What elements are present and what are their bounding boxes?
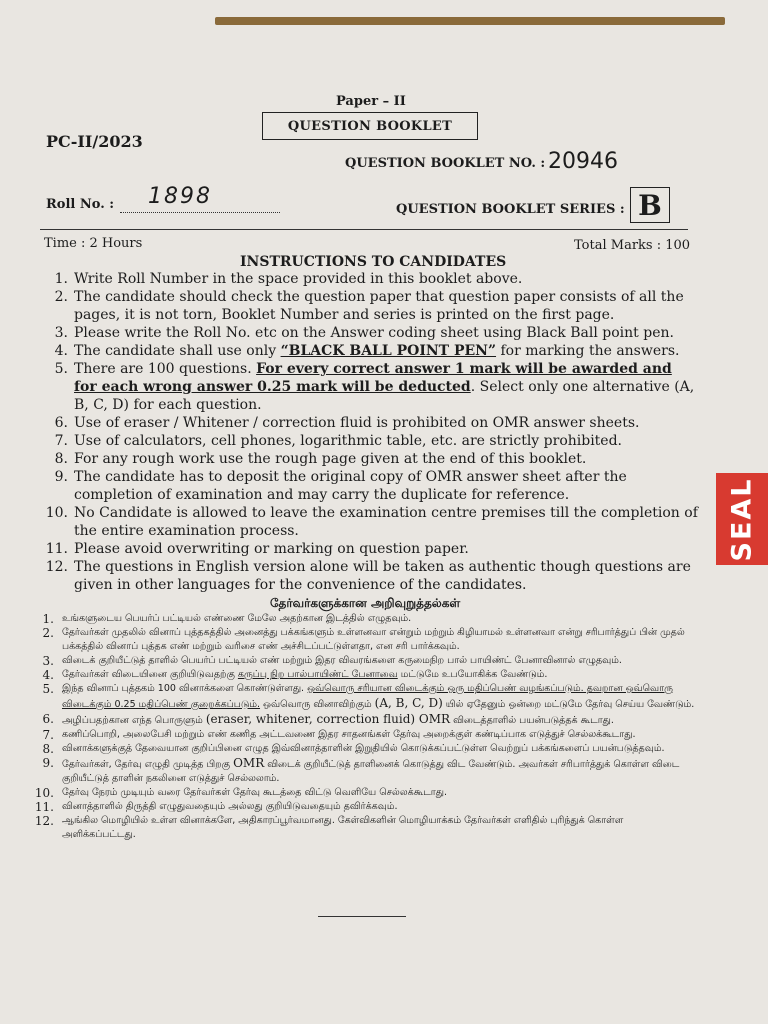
item-text-segment: OMR (233, 756, 265, 770)
item-text-segment: for marking the answers. (496, 343, 680, 359)
instructions-title: INSTRUCTIONS TO CANDIDATES (240, 254, 507, 270)
item-text (74, 468, 698, 504)
list-item (18, 342, 698, 360)
paper-label: Paper – II (336, 94, 406, 109)
item-text-segment: (eraser, whitener, correction fluid) OMR (205, 712, 451, 726)
roll-no-field[interactable] (120, 212, 280, 213)
item-number: 4. (54, 343, 68, 359)
item-text (62, 742, 700, 756)
item-text-segment: யில் ஏதேனும் ஒன்றை மட்டுமே தேர்வு செய்ய வேண்டும். (442, 699, 695, 710)
item-number: 8. (42, 742, 54, 756)
item-text (62, 654, 700, 668)
item-number: 10. (34, 786, 54, 800)
item-text-segment: விடைத்தாளில் பயன்படுத்தக் கூடாது. (450, 715, 614, 726)
item-number: 5. (42, 682, 54, 696)
item-text-segment: The questions in English version alone will be taken as authentic though questions are given in other languages for the convenience of the candidates. (74, 559, 691, 593)
list-item (18, 468, 698, 504)
item-text-segment: There are 100 questions. (74, 361, 257, 377)
item-text (62, 668, 700, 682)
list-item (20, 800, 700, 814)
item-text-segment: . Select only one alternative (A, B, C, D) for each question. (74, 379, 695, 413)
item-text (74, 432, 698, 450)
list-item (20, 682, 700, 712)
item-text (74, 558, 698, 594)
item-text-segment: கணிப்பொறி, அலைபேசி மற்றும் எண் கணித அட்டவணை இதர சாதனங்கள் தேர்வு அறைக்குள் கண்டிப்பாக எடுத்துச் செல்லக்கூடாது. (62, 729, 636, 740)
item-number: 12. (45, 559, 68, 575)
item-text (74, 504, 698, 540)
item-text-segment: அழிப்பதற்கான எந்த பொருளும் (62, 715, 206, 726)
item-text-segment: தேர்வர்கள் விடையினை குறியிடுவதற்கு (62, 669, 238, 680)
list-item (18, 450, 698, 468)
list-item (18, 324, 698, 342)
item-text-segment: வினாக்களுக்குத் தேவையான குறிப்பினை எழுத இவ்வினாத்தாளின் இறுதியில் கொடுக்கப்பட்டுள்ள வெற்றுப் பக்கங்களைப் பயன்படுத்தவும். (62, 743, 665, 754)
item-number: 9. (54, 469, 68, 485)
item-text-segment: உங்களுடைய பெயர்ப் பட்டியல் எண்ணை மேலே அதற்கான இடத்தில் எழுதவும். (62, 613, 412, 624)
list-item (18, 540, 698, 558)
item-text (74, 324, 698, 342)
tamil-instructions (20, 612, 700, 842)
item-text-segment: ஆங்கில மொழியில் உள்ள வினாக்களே, அதிகாரப்பூர்வமானது. கேள்விகளின் மொழியாக்கம் தேர்வர்கள் எளிதில் புரிந்துக் கொள்ள அளிக்கப்பட்டது. (62, 815, 624, 840)
item-text (62, 756, 700, 786)
list-item (18, 414, 698, 432)
item-number: 12. (34, 814, 54, 828)
item-text (74, 540, 698, 558)
item-number: 11. (45, 541, 68, 557)
item-text-segment: வினாத்தாளில் திருத்தி எழுதுவதையும் அல்லது குறியிடுவதையும் தவிர்க்கவும். (62, 801, 398, 812)
item-number: 6. (42, 712, 54, 726)
list-item (20, 654, 700, 668)
list-item (18, 432, 698, 450)
list-item (20, 612, 700, 626)
item-number: 2. (54, 289, 68, 305)
item-text (62, 612, 700, 626)
item-number: 11. (34, 800, 54, 814)
item-number: 1. (42, 612, 54, 626)
item-number: 3. (42, 654, 54, 668)
item-number: 6. (54, 415, 68, 431)
item-number: 9. (42, 756, 54, 770)
list-item (18, 558, 698, 594)
item-text (62, 814, 700, 842)
item-text-segment: ஒவ்வொரு சரியான விடைக்கும் ஒரு மதிப்பெண் வழங்கப்படும். தவறான ஒவ்வொரு விடைக்கும் 0.25 மதிப்பெண் குறைக்கப்படும். (62, 683, 673, 710)
item-text-segment: தேர்வு நேரம் முடியும் வரை தேர்வர்கள் தேர்வு கூடத்தை விட்டு வெளியே செல்லக்கூடாது. (62, 787, 448, 798)
item-text-segment: (A, B, C, D) (374, 696, 443, 710)
item-text (74, 342, 698, 360)
item-number: 5. (54, 361, 68, 377)
item-number: 7. (54, 433, 68, 449)
item-text (74, 450, 698, 468)
series-letter: B (638, 188, 662, 222)
list-item (20, 728, 700, 742)
footer-rule (318, 916, 406, 917)
item-text (62, 626, 700, 654)
seal-sticker (716, 473, 768, 565)
item-text-segment: No Candidate is allowed to leave the examination centre premises till the completion of the entire examination process. (74, 505, 698, 539)
list-item (20, 756, 700, 786)
english-instructions (18, 270, 698, 594)
list-item (18, 288, 698, 324)
item-text-segment: Please avoid overwriting or marking on question paper. (74, 541, 469, 557)
divider (40, 229, 688, 230)
item-number: 1. (54, 271, 68, 287)
item-number: 3. (54, 325, 68, 341)
item-text (62, 800, 700, 814)
item-text-segment: தேர்வர்கள் முதலில் வினாப் புத்தகத்தில் அனைத்து பக்கங்களும் உள்ளனவா என்றும் மற்றும் கிழியாமல் உள்ளனவா என்று சரிபார்த்துப் பின் முதல் பக்கத்தில் வினாப் புத்தக எண் மற்றும் வரிசை எண் அச்சிடப்பட்டுள்ளதா, என சரி பார்க்கவும். (62, 627, 685, 652)
list-item (20, 712, 700, 728)
item-text-segment: The candidate should check the question paper that question paper consists of all the pages, it is not torn, Booklet Number and series is printed on the first page. (74, 289, 684, 323)
item-text (62, 682, 700, 712)
item-text-segment: Use of eraser / Whitener / correction fluid is prohibited on OMR answer sheets. (74, 415, 640, 431)
item-text-segment: For every correct answer 1 mark will be awarded and for each wrong answer 0.25 mark will be deducted (74, 361, 672, 395)
exam-code: PC-II/2023 (46, 132, 143, 151)
item-text-segment: கருப்பு நிற பால்பாயிண்ட் பேனாவை (237, 669, 398, 680)
item-text (62, 728, 700, 742)
item-text-segment: Please write the Roll No. etc on the Answer coding sheet using Black Ball point pen. (74, 325, 674, 341)
item-text (74, 270, 698, 288)
item-number: 7. (42, 728, 54, 742)
item-text-segment: விடைக் குறியீட்டுத் தாளில் பெயர்ப் பட்டியல் எண் மற்றும் இதர விவரங்களை கருமைநிற பால் பாயிண்ட் பேனாவினால் எழுதவும். (62, 655, 622, 666)
item-text-segment: ஒவ்வொரு வினாவிற்கும் (260, 699, 375, 710)
item-text (74, 414, 698, 432)
item-number: 4. (42, 668, 54, 682)
list-item (18, 504, 698, 540)
list-item (20, 626, 700, 654)
item-text-segment: Write Roll Number in the space provided in this booklet above. (74, 271, 523, 287)
booklet-no-value: 20946 (548, 149, 618, 174)
list-item (20, 742, 700, 756)
item-text-segment: “BLACK BALL POINT PEN” (280, 343, 497, 359)
item-text-segment: The candidate has to deposit the original copy of OMR answer sheet after the completion of examination and may carry the duplicate for reference. (74, 469, 627, 503)
booklet-title-box (262, 112, 478, 140)
list-item (20, 814, 700, 842)
item-text-segment: The candidate shall use only (74, 343, 281, 359)
seal-label: SEAL (726, 477, 758, 561)
list-item (20, 668, 700, 682)
series-label: QUESTION BOOKLET SERIES : (396, 202, 625, 217)
item-number: 10. (45, 505, 68, 521)
roll-no-label: Roll No. : (46, 197, 115, 212)
series-box (630, 187, 670, 223)
list-item (18, 360, 698, 414)
item-text (62, 786, 700, 800)
item-text-segment: விடைக் குறியீட்டுத் தாளினைக் கொடுத்து விட வேண்டும். அவர்கள் சரிபார்த்துக் கொள்ள விடை குறியீட்டுத் தாளின் நகலினை எடுத்துச் செல்லலாம். (62, 759, 680, 784)
booklet-no-label: QUESTION BOOKLET NO. : (345, 156, 546, 171)
item-text-segment: மட்டுமே உபயோகிக்க வேண்டும். (397, 669, 548, 680)
item-text-segment: தேர்வர்கள், தேர்வு எழுதி முடித்த பிறகு (62, 759, 234, 770)
time-label: Time : 2 Hours (44, 236, 143, 251)
item-number: 2. (42, 626, 54, 640)
list-item (18, 270, 698, 288)
item-number: 8. (54, 451, 68, 467)
booklet-title: QUESTION BOOKLET (287, 118, 453, 134)
roll-no-handwritten: 1898 (148, 184, 212, 209)
tamil-instructions-title: தேர்வர்களுக்கான அறிவுறுத்தல்கள் (270, 596, 461, 610)
item-text-segment: இந்த வினாப் புத்தகம் 100 வினாக்களை கொண்டுள்ளது. (62, 683, 308, 694)
item-text-segment: For any rough work use the rough page given at the end of this booklet. (74, 451, 587, 467)
list-item (20, 786, 700, 800)
item-text-segment: Use of calculators, cell phones, logarithmic table, etc. are strictly prohibited. (74, 433, 623, 449)
item-text (62, 712, 700, 728)
total-marks-label: Total Marks : 100 (574, 238, 691, 253)
item-text (74, 360, 698, 414)
item-text (74, 288, 698, 324)
